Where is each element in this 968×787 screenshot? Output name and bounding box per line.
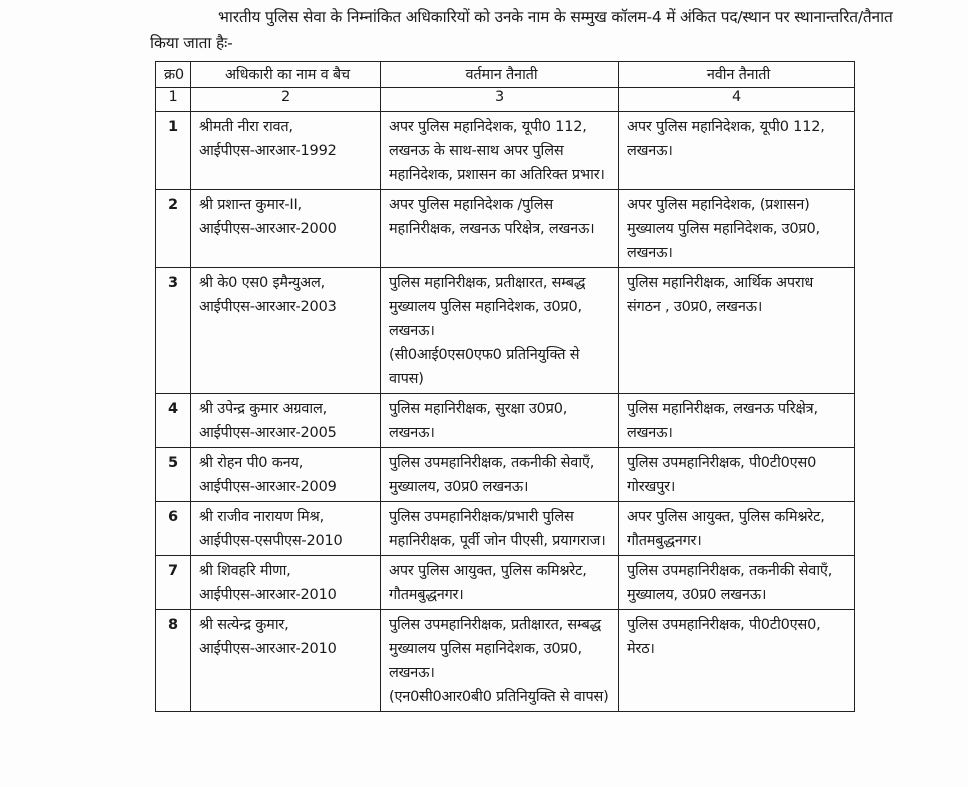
header-officer-name: अधिकारी का नाम व बैच: [191, 62, 381, 88]
officer-cell: [191, 268, 381, 394]
serial-number: 1: [156, 112, 191, 190]
officer-batch: आईपीएस-एसपीएस-2010: [199, 533, 343, 549]
table-row: [156, 556, 855, 610]
table-row: [156, 112, 855, 190]
current-posting: अपर पुलिस महानिदेशक /पुलिस महानिरीक्षक, लखनऊ परिक्षेत्र, लखनऊ।: [381, 190, 619, 268]
officer-batch: आईपीएस-आरआर-2000: [199, 221, 337, 237]
new-posting: अपर पुलिस महानिदेशक, (प्रशासन) मुख्यालय पुलिस महानिदेशक, उ0प्र0, लखनऊ।: [619, 190, 855, 268]
deputation-note: (सी0आई0एस0एफ0 प्रतिनियुक्ति से वापस): [389, 347, 580, 387]
officer-name: श्री के0 एस0 इमैन्युअल,: [199, 275, 326, 291]
new-posting: अपर पुलिस आयुक्त, पुलिस कमिश्नरेट, गौतमबुद्धनगर।: [619, 502, 855, 556]
table-row: [156, 610, 855, 712]
serial-number: 8: [156, 610, 191, 712]
transfer-table: [155, 61, 855, 712]
officer-cell: [191, 502, 381, 556]
serial-number: 6: [156, 502, 191, 556]
officer-batch: आईपीएस-आरआर-1992: [199, 143, 337, 159]
new-posting: पुलिस उपमहानिरीक्षक, पी0टी0एस0 गोरखपुर।: [619, 448, 855, 502]
officer-batch: आईपीएस-आरआर-2010: [199, 641, 337, 657]
current-posting: पुलिस महानिरीक्षक, प्रतीक्षारत, सम्बद्ध मुख्यालय पुलिस महानिदेशक, उ0प्र0, लखनऊ।: [389, 275, 586, 339]
officer-name: श्री सत्येन्द्र कुमार,: [199, 617, 289, 633]
serial-number: 2: [156, 190, 191, 268]
column-number-row: [156, 88, 855, 112]
officer-batch: आईपीएस-आरआर-2005: [199, 425, 337, 441]
column-number: 1: [156, 88, 191, 112]
serial-number: 5: [156, 448, 191, 502]
new-posting: पुलिस उपमहानिरीक्षक, तकनीकी सेवाएँ, मुख्यालय, उ0प्र0 लखनऊ।: [619, 556, 855, 610]
current-posting: अपर पुलिस आयुक्त, पुलिस कमिश्नरेट, गौतमबुद्धनगर।: [381, 556, 619, 610]
intro-paragraph: भारतीय पुलिस सेवा के निम्नांकित अधिकारियों को उनके नाम के सम्मुख कॉलम-4 में अंकित पद/स्थान पर स्थानान्तरित/तैनात किया जाता हैः-: [150, 8, 893, 52]
current-posting: पुलिस उपमहानिरीक्षक, प्रतीक्षारत, सम्बद्ध मुख्यालय पुलिस महानिदेशक, उ0प्र0, लखनऊ।: [389, 617, 601, 681]
officer-batch: आईपीएस-आरआर-2003: [199, 299, 337, 315]
officer-cell: [191, 190, 381, 268]
table-row: [156, 448, 855, 502]
current-posting-cell: [381, 268, 619, 394]
table-row: [156, 190, 855, 268]
officer-cell: [191, 394, 381, 448]
header-new-posting: नवीन तैनाती: [619, 62, 855, 88]
officer-name: श्री राजीव नारायण मिश्र,: [199, 509, 324, 525]
current-posting: पुलिस महानिरीक्षक, सुरक्षा उ0प्र0, लखनऊ।: [381, 394, 619, 448]
officer-name: श्री शिवहरि मीणा,: [199, 563, 291, 579]
officer-cell: [191, 556, 381, 610]
table-row: [156, 268, 855, 394]
officer-batch: आईपीएस-आरआर-2009: [199, 479, 337, 495]
new-posting: पुलिस महानिरीक्षक, लखनऊ परिक्षेत्र, लखनऊ।: [619, 394, 855, 448]
current-posting-cell: [381, 610, 619, 712]
current-posting: अपर पुलिस महानिदेशक, यूपी0 112, लखनऊ के साथ-साथ अपर पुलिस महानिदेशक, प्रशासन का अतिरिक्त प्रभार।: [381, 112, 619, 190]
header-current-posting: वर्तमान तैनाती: [381, 62, 619, 88]
serial-number: 7: [156, 556, 191, 610]
current-posting: पुलिस उपमहानिरीक्षक, तकनीकी सेवाएँ, मुख्यालय, उ0प्र0 लखनऊ।: [381, 448, 619, 502]
new-posting: अपर पुलिस महानिदेशक, यूपी0 112, लखनऊ।: [619, 112, 855, 190]
officer-name: श्री प्रशान्त कुमार-II,: [199, 197, 302, 213]
column-number: 2: [191, 88, 381, 112]
header-serial: क्र0: [156, 62, 191, 88]
column-number: 4: [619, 88, 855, 112]
officer-name: श्रीमती नीरा रावत,: [199, 119, 293, 135]
table-header-row: [156, 62, 855, 88]
officer-name: श्री उपेन्द्र कुमार अग्रवाल,: [199, 401, 328, 417]
deputation-note: (एन0सी0आर0बी0 प्रतिनियुक्ति से वापस): [389, 689, 609, 705]
officer-batch: आईपीएस-आरआर-2010: [199, 587, 337, 603]
officer-cell: [191, 448, 381, 502]
serial-number: 4: [156, 394, 191, 448]
new-posting: पुलिस महानिरीक्षक, आर्थिक अपराध संगठन , उ0प्र0, लखनऊ।: [619, 268, 855, 394]
officer-cell: [191, 112, 381, 190]
serial-number: 3: [156, 268, 191, 394]
column-number: 3: [381, 88, 619, 112]
current-posting: पुलिस उपमहानिरीक्षक/प्रभारी पुलिस महानिरीक्षक, पूर्वी जोन पीएसी, प्रयागराज।: [381, 502, 619, 556]
new-posting: पुलिस उपमहानिरीक्षक, पी0टी0एस0, मेरठ।: [619, 610, 855, 712]
table-row: [156, 502, 855, 556]
officer-cell: [191, 610, 381, 712]
officer-name: श्री रोहन पी0 कनय,: [199, 455, 304, 471]
table-row: [156, 394, 855, 448]
